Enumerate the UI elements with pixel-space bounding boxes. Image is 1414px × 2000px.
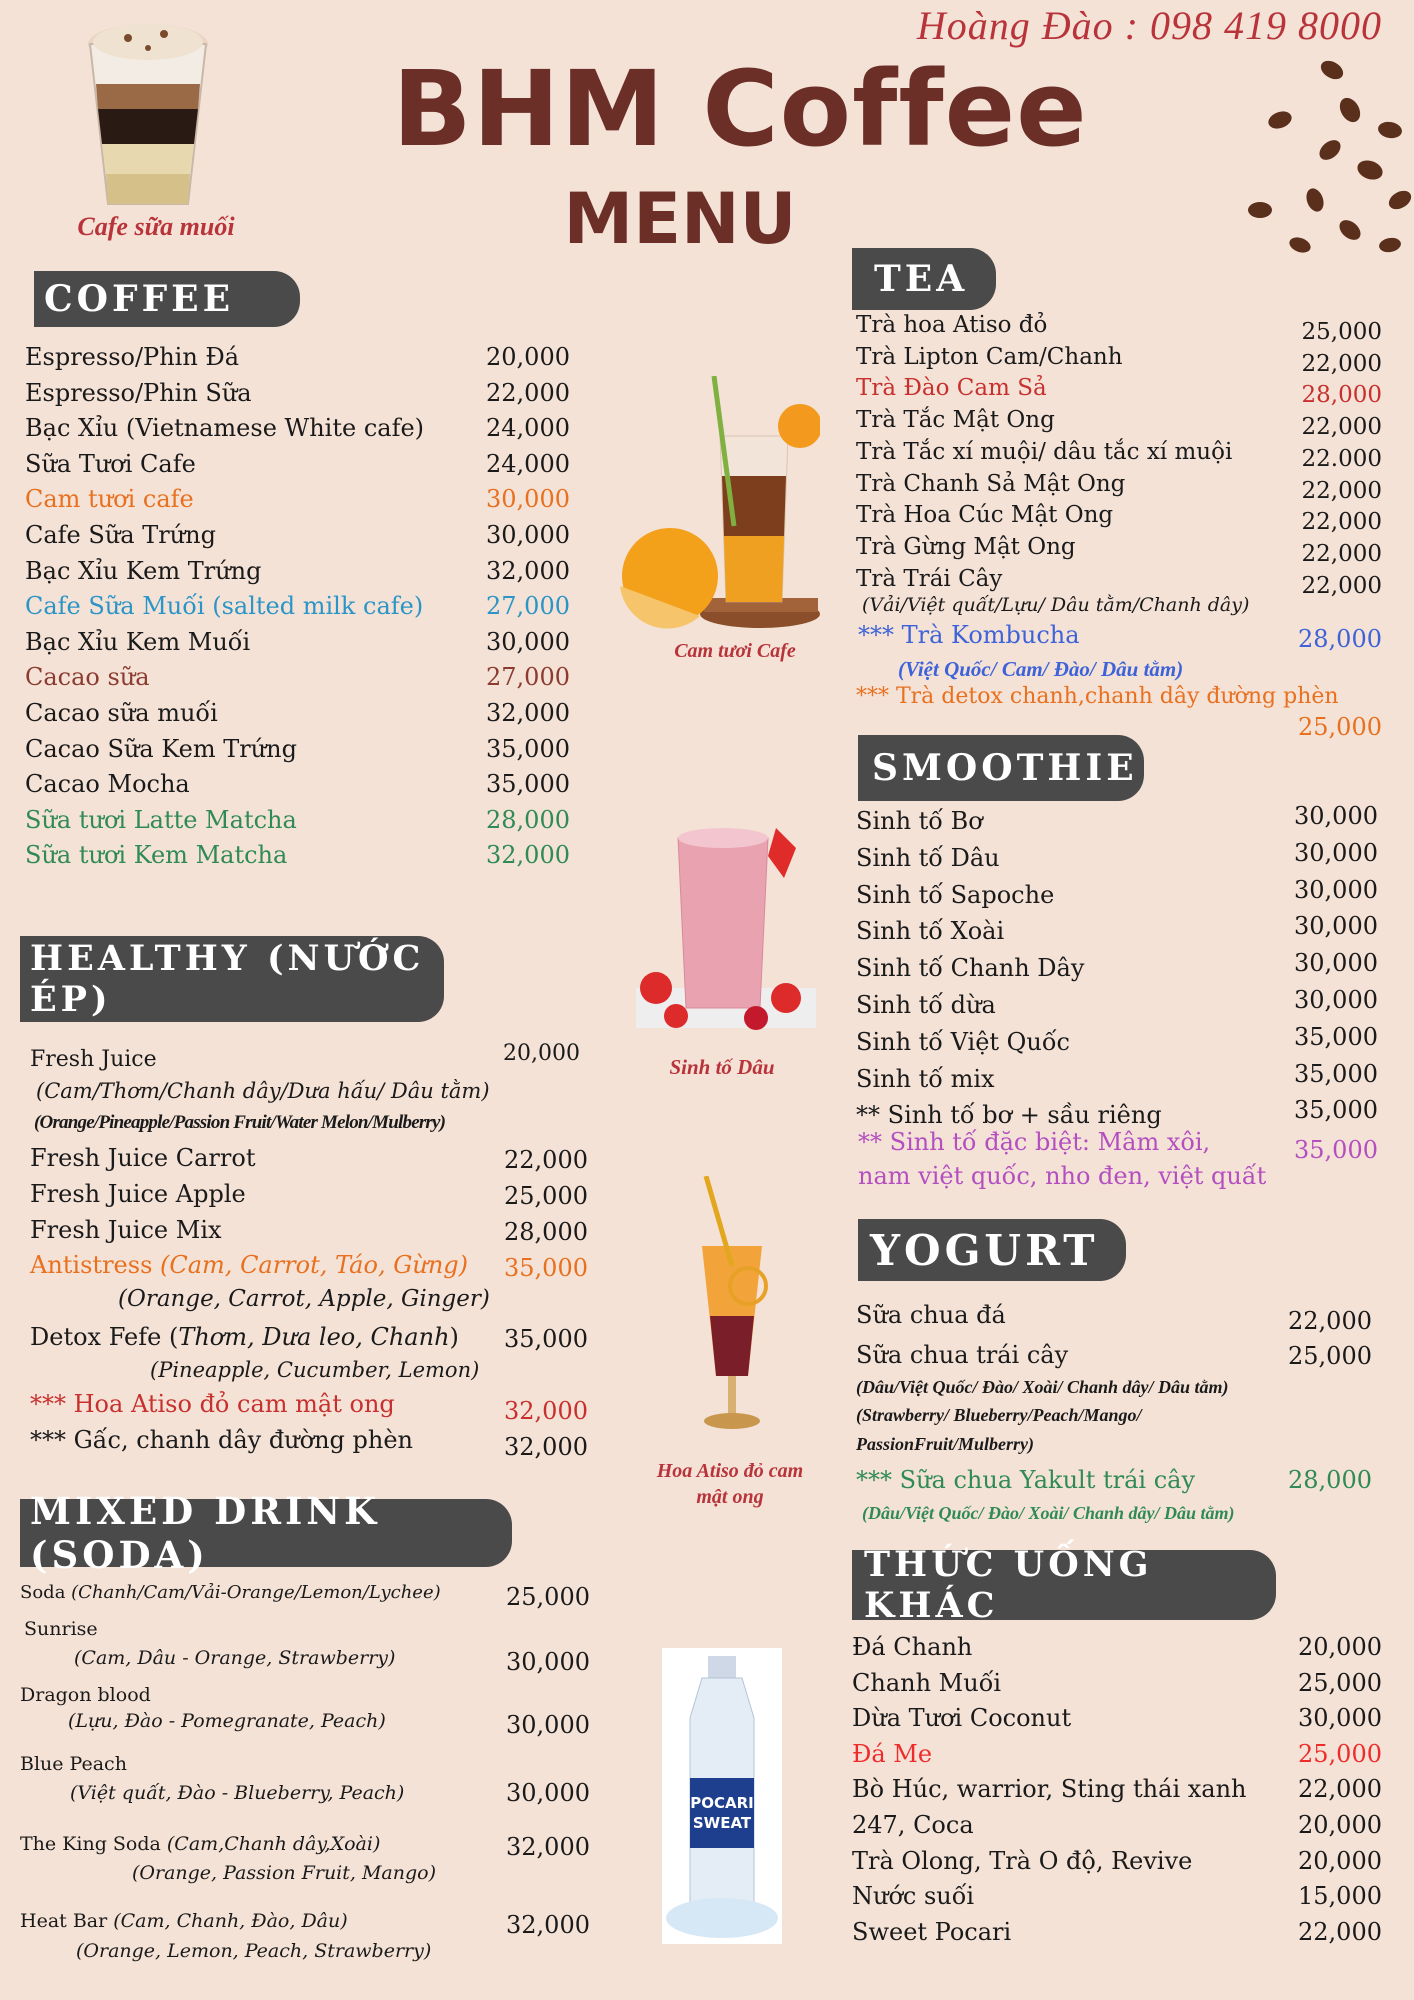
section-coffee-header (34, 271, 300, 327)
menu-item-name (20, 1906, 348, 1936)
menu-item-price: 22,000 (1301, 540, 1382, 567)
caption-salt-coffee: Cafe sữa muối (77, 212, 235, 241)
menu-item-name: *** Gấc, chanh dây đường phèn (30, 1426, 414, 1454)
menu-item-name: Sữa Tươi Cafe (25, 449, 196, 478)
menu-item-name: Sinh tố Việt Quốc (856, 1027, 1070, 1056)
item-name-main: Antistress (30, 1251, 161, 1279)
menu-item-name: Cafe Sữa Trứng (25, 521, 216, 549)
menu-item-name: Trà Chanh Sả Mật Ong (856, 470, 1126, 497)
menu-item-price: 22,000 (1288, 1307, 1372, 1335)
menu-item-description: (Việt quất, Đào - Blueberry, Peach) (70, 1782, 405, 1804)
bottle-label-line2: SWEAT (692, 1814, 752, 1832)
section-title: SMOOTHIE (872, 747, 1138, 789)
menu-item-price: 25,000 (1288, 1342, 1372, 1370)
menu-item-price: 22.000 (1301, 445, 1382, 472)
menu-item-price: 25,000 (1298, 1739, 1382, 1768)
menu-item-name (20, 1578, 441, 1608)
menu-item-name: Sinh tố Sapoche (856, 880, 1055, 909)
menu-item-name: Fresh Juice Apple (30, 1180, 246, 1208)
menu-item-name: *** Trà detox chanh,chanh dây đường phèn (856, 684, 1339, 709)
menu-item-name: Cafe Sữa Muối (salted milk cafe) (25, 592, 424, 621)
menu-item-name: Dừa Tươi Coconut (852, 1704, 1072, 1733)
menu-item-name: Trà hoa Atiso đỏ (856, 312, 1048, 338)
menu-item-price: 28,000 (486, 805, 570, 834)
menu-item-description: (Dâu/Việt Quốc/ Đào/ Xoài/ Chanh dây/ Dâu tằm) (856, 1377, 1229, 1397)
menu-item-name: Cacao Mocha (25, 770, 190, 799)
menu-item-price: 15,000 (1298, 1882, 1382, 1911)
menu-item-description: (Orange, Lemon, Peach, Strawberry) (76, 1940, 432, 1962)
atiso-drink-image (672, 1176, 792, 1436)
menu-item-name: Trà Đào Cam Sả (856, 375, 1047, 402)
item-name-italic: (Cam, Chanh, Đào, Dâu) (113, 1910, 348, 1932)
menu-item-price: 35,000 (1294, 1096, 1378, 1125)
menu-item-name: Espresso/Phin Đá (25, 343, 240, 371)
menu-item-price: 25,000 (1298, 713, 1382, 741)
menu-item-price: 30,000 (486, 485, 570, 514)
item-name-main: The King Soda (20, 1833, 167, 1855)
item-name-main: Soda (20, 1582, 72, 1603)
caption-atiso-line1: Hoa Atiso đỏ cam (656, 1460, 804, 1482)
section-title: YOGURT (870, 1225, 1099, 1275)
menu-item-price: 30,000 (506, 1779, 590, 1807)
menu-item-price: 35,000 (1294, 1059, 1378, 1088)
menu-item-price: 25,000 (506, 1583, 590, 1611)
menu-item-name: ** Sinh tố đặc biệt: Mâm xôi, (858, 1128, 1211, 1156)
menu-item-price: 27,000 (486, 592, 570, 621)
menu-item-name: Fresh Juice Mix (30, 1216, 222, 1244)
menu-item-description: (Vải/Việt quất/Lựu/ Dâu tằm/Chanh dây) (862, 594, 1250, 616)
menu-item-name: Trà Lipton Cam/Chanh (856, 343, 1123, 370)
menu-item-name: Sữa tươi Kem Matcha (25, 841, 288, 870)
caption-atiso-line2: mật ong (696, 1486, 764, 1508)
menu-item-price: 22,000 (1298, 1775, 1382, 1804)
menu-item-price: 35,000 (1294, 1136, 1378, 1164)
menu-item-description: (Orange, Carrot, Apple, Ginger) (118, 1286, 490, 1312)
item-name-italic: (Cam,Chanh dây,Xoài) (166, 1833, 381, 1855)
menu-item-name: Trà Tắc Mật Ong (856, 407, 1055, 434)
menu-item-description: (Pineapple, Cucumber, Lemon) (150, 1358, 480, 1382)
phone-number: Hoàng Đào : 098 419 8000 (916, 3, 1382, 48)
menu-item-price: 25,000 (504, 1182, 588, 1210)
menu-item-price: 22,000 (486, 378, 570, 407)
section-title: COFFEE (44, 278, 235, 320)
menu-item-name: Nước suối (852, 1882, 975, 1911)
menu-item-price: 30,000 (1294, 802, 1378, 830)
bottle-label-line1: POCARI (690, 1794, 754, 1812)
menu-item-name: Sinh tố Bơ (856, 807, 983, 835)
menu-item-name: Trà Tắc xí muội/ dâu tắc xí muội (856, 438, 1233, 465)
menu-item-price: 20,000 (486, 343, 570, 371)
menu-item-price: 32,000 (506, 1911, 590, 1939)
salt-coffee-glass-image (68, 14, 228, 214)
section-title: MIXED DRINK (SODA) (30, 1489, 381, 1577)
menu-item-price: 28,000 (1288, 1466, 1372, 1494)
menu-item-price: 35,000 (486, 734, 570, 763)
menu-item-price: 22,000 (1298, 1917, 1382, 1946)
coffee-beans-image (1240, 50, 1414, 260)
menu-item-price: 30,000 (1294, 912, 1378, 941)
menu-item-price: 22,000 (1301, 350, 1382, 377)
caption-orange-coffee: Cam tươi Cafe (674, 640, 796, 662)
menu-item-price: 25,000 (1301, 319, 1382, 345)
menu-item-price: 22,000 (1301, 477, 1382, 504)
section-mixed-header (20, 1489, 512, 1577)
menu-item-price: 30,000 (1294, 949, 1378, 978)
item-name-italic: Thơm, Dưa leo, Chanh (178, 1323, 450, 1351)
menu-item-price: 32,000 (486, 556, 570, 585)
menu-item-description: (Lựu, Đào - Pomegranate, Peach) (68, 1710, 386, 1732)
section-healthy-header (20, 936, 444, 1022)
menu-item-name (30, 1322, 459, 1352)
menu-item-name: Trà Trái Cây (856, 565, 1003, 592)
orange-coffee-image (610, 376, 820, 636)
menu-item-price: 35,000 (504, 1325, 588, 1353)
menu-item-name: Cacao Sữa Kem Trứng (25, 734, 297, 763)
menu-item-price: 28,000 (1298, 625, 1382, 653)
menu-item-price: 25,000 (1298, 1668, 1382, 1697)
menu-item-price: 32,000 (504, 1397, 588, 1425)
item-name-end: ) (449, 1323, 459, 1351)
menu-item-price: 20,000 (1298, 1633, 1382, 1661)
menu-item-name: *** Hoa Atiso đỏ cam mật ong (30, 1390, 395, 1418)
menu-item-price: 28,000 (504, 1218, 588, 1246)
pocari-bottle-image (662, 1648, 782, 1944)
menu-item-price: 22,000 (504, 1146, 588, 1174)
menu-item-price: 32,000 (486, 841, 570, 870)
menu-item-price: 20,000 (1298, 1811, 1382, 1839)
menu-item-name: Cam tươi cafe (25, 485, 194, 514)
section-yogurt-header (858, 1219, 1126, 1281)
menu-item-price: 30,000 (506, 1648, 590, 1676)
menu-item-name: Espresso/Phin Sữa (25, 378, 252, 407)
strawberry-smoothie-image (636, 808, 816, 1038)
menu-item-price: 20,000 (503, 1041, 580, 1066)
menu-item-name: *** Sữa chua Yakult trái cây (856, 1466, 1196, 1494)
menu-item-name: Trà Olong, Trà O độ, Revive (852, 1846, 1193, 1875)
menu-item-name: ** Sinh tố bơ + sầu riêng (856, 1101, 1162, 1130)
section-tea-header (852, 248, 996, 310)
menu-item-name (30, 1250, 468, 1280)
menu-item-description: (Cam/Thơm/Chanh dây/Dưa hấu/ Dâu tằm) (36, 1079, 490, 1103)
menu-item-name: 247, Coca (852, 1811, 974, 1839)
item-name-main: Detox Fefe ( (30, 1323, 179, 1351)
menu-item-name: Đá Me (852, 1739, 933, 1768)
menu-item-name: nam việt quốc, nho đen, việt quất (858, 1162, 1267, 1190)
menu-item-name: Sữa chua đá (856, 1301, 1006, 1329)
menu-item-price: 24,000 (486, 449, 570, 478)
menu-item-name: Bò Húc, warrior, Sting thái xanh (852, 1775, 1247, 1804)
menu-item-description: (Orange, Passion Fruit, Mango) (132, 1862, 436, 1884)
section-other-header (852, 1544, 1276, 1626)
menu-item-name: Dragon blood (20, 1684, 151, 1706)
menu-item-name: Sweet Pocari (852, 1917, 1012, 1946)
menu-item-description: (Việt Quốc/ Cam/ Đào/ Dâu tằm) (898, 657, 1184, 681)
menu-item-price: 35,000 (486, 770, 570, 799)
menu-item-name: Trà Hoa Cúc Mật Ong (856, 502, 1114, 529)
menu-title: MENU (563, 178, 797, 260)
menu-item-name: Sữa tươi Latte Matcha (25, 805, 297, 834)
menu-item-name: Sinh tố dừa (856, 991, 996, 1019)
menu-item-name: Sinh tố Dâu (856, 843, 1000, 872)
menu-item-description: (Orange/Pineapple/Passion Fruit/Water Melon/Mulberry) (34, 1112, 446, 1133)
menu-item-name: *** Trà Kombucha (858, 621, 1080, 649)
menu-item-name: Sinh tố Chanh Dây (856, 954, 1085, 983)
menu-item-price: 30,000 (1294, 875, 1378, 904)
menu-item-name: Cacao sữa (25, 663, 150, 692)
menu-item-price: 32,000 (506, 1833, 590, 1861)
menu-item-name: Trà Gừng Mật Ong (856, 533, 1076, 560)
section-title: HEALTHY (NƯỚC ÉP) (30, 938, 425, 1020)
menu-item-name: Sunrise (24, 1618, 98, 1640)
item-name-main: Heat Bar (20, 1910, 114, 1932)
menu-item-price: 30,000 (1294, 838, 1378, 867)
menu-item-price: 30,000 (506, 1711, 590, 1739)
caption-strawberry-smoothie: Sinh tố Dâu (669, 1055, 775, 1079)
menu-item-price: 35,000 (504, 1254, 588, 1282)
menu-item-price: 22,000 (1301, 572, 1382, 599)
menu-item-price: 28,000 (1301, 382, 1382, 409)
menu-item-description: PassionFruit/Mulberry) (856, 1434, 1035, 1454)
menu-item-price: 27,000 (486, 663, 570, 692)
section-title: TEA (874, 258, 969, 300)
menu-item-price: 24,000 (486, 414, 570, 443)
menu-item-price: 30,000 (1294, 986, 1378, 1014)
menu-item-name: Cacao sữa muối (25, 699, 218, 727)
menu-item-name: Blue Peach (20, 1753, 127, 1775)
menu-item-name: Fresh Juice Carrot (30, 1144, 256, 1172)
menu-item-price: 32,000 (486, 699, 570, 727)
menu-item-name: Đá Chanh (852, 1633, 973, 1661)
item-name-italic: (Chanh/Cam/Vải-Orange/Lemon/Lychee) (71, 1582, 441, 1603)
menu-item-price: 30,000 (486, 627, 570, 656)
menu-item-price: 30,000 (1298, 1704, 1382, 1733)
item-name-italic: (Cam, Carrot, Táo, Gừng) (160, 1251, 469, 1279)
menu-item-price: 35,000 (1294, 1022, 1378, 1051)
menu-item-price: 22,000 (1301, 509, 1382, 536)
menu-item-price: 20,000 (1298, 1846, 1382, 1875)
menu-item-name (20, 1829, 380, 1859)
menu-item-description: (Strawberry/ Blueberry/Peach/Mango/ (856, 1405, 1142, 1425)
menu-item-name: Bạc Xỉu (Vietnamese White cafe) (25, 414, 425, 443)
menu-item-name: Chanh Muối (852, 1668, 1002, 1697)
section-title: THỨC UỐNG KHÁC (864, 1544, 1153, 1626)
menu-item-price: 22,000 (1301, 414, 1382, 441)
menu-item-name: Fresh Juice (30, 1047, 157, 1072)
menu-item-name: Sinh tố Xoài (856, 917, 1005, 946)
menu-item-name: Sinh tố mix (856, 1064, 995, 1093)
brand-title: BHM Coffee (392, 48, 1088, 170)
menu-item-name: Bạc Xỉu Kem Trứng (25, 556, 262, 585)
menu-item-description: (Cam, Dâu - Orange, Strawberry) (74, 1647, 396, 1669)
menu-item-price: 30,000 (486, 521, 570, 549)
menu-item-price: 32,000 (504, 1433, 588, 1461)
menu-item-description: (Dâu/Việt Quốc/ Đào/ Xoài/ Chanh dây/ Dâu tằm) (862, 1503, 1235, 1523)
menu-item-name: Bạc Xỉu Kem Muối (25, 627, 251, 656)
menu-item-name: Sữa chua trái cây (856, 1341, 1069, 1369)
section-smoothie-header (858, 735, 1144, 801)
